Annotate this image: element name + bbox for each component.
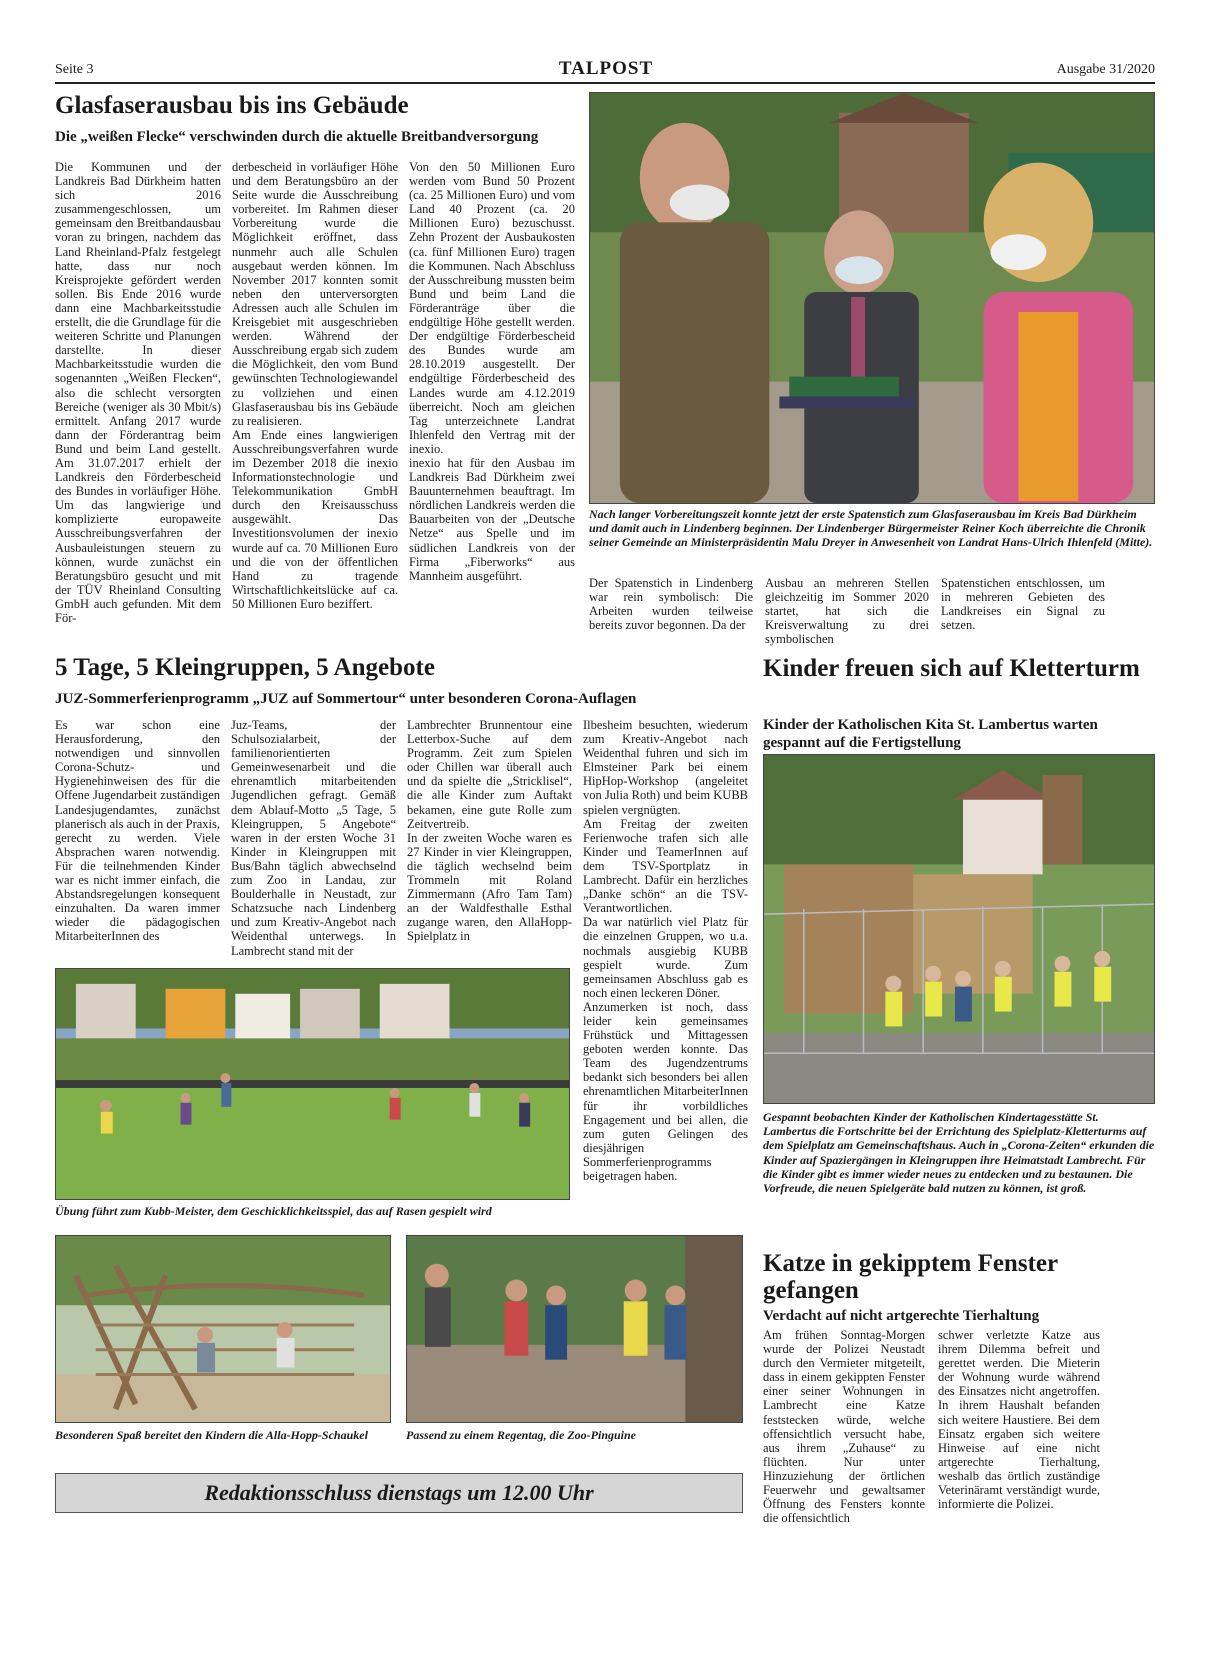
penguins-photo-caption: Passend zu einem Regentag, die Zoo-Pinguine bbox=[406, 1428, 637, 1442]
article3-title: Kinder freuen sich auf Kletterturm bbox=[763, 655, 1140, 682]
kita-climbing-tower-photo bbox=[763, 754, 1155, 1104]
article1-title: Glasfaserausbau bis ins Gebäude bbox=[55, 92, 409, 119]
header-rule bbox=[55, 82, 1155, 84]
ceremony-photo bbox=[589, 92, 1155, 504]
article1-subtitle: Die „weißen Flecke“ verschwinden durch die aktuelle Breitbandversorgung bbox=[55, 129, 539, 145]
article4-column-1: Am frühen Sonntag-Morgen wurde der Polizei Neustadt durch den Vermieter mitgeteilt, dass in einem gekippten Fenster einer seiner Wohnungen in Lambrecht eine Katze feststecken würde, welche offensichtlich versucht habe, aus ihrem „Zuhause“ zu flüchten. Nur unter Hinzuziehung der örtlichen Feuerwehr und gewaltsamer Öffnung des Fensters konnte die offensichtlich bbox=[763, 1328, 925, 1526]
article1-column-1: Die Kommunen und der Landkreis Bad Dürkheim hatten sich 2016 zusammengeschlossen, um gemeinsam den Breitbandausbau voran zu bringen, nachdem das Land Rheinland-Pfalz festgelegt hatte, dass nur noch Kreisprojekte gefördert werden sollen. Bis Ende 2016 wurde dann eine Machbarkeitsstudie erstellt, die die Grundlage für die weiteren Schritte und Planungen darstellte. In dieser Machbarkeitsstudie wurden die sogenannten „Weißen Flecken“, also die schlecht versorgten Bereiche (weniger als 30 Mbit/s) ermittelt. Anfang 2017 wurde dann der Förderantrag beim Bund und beim Land gestellt. Am 31.07.2017 erhielt der Landkreis den Förderbescheid des Bundes in vorläufiger Höhe. Um das langwierige und komplizierte europaweite Ausschreibungsverfahren der Ausbauleistungen steuern zu können, wurde zunächst ein Beratungsbüro gesucht und mit der TÜV Rheinland Consulting GmbH auch gefunden. Mit dem För- bbox=[55, 160, 221, 625]
article1-column-2: derbescheid in vorläufiger Höhe und dem Beratungsbüro an der Seite wurde die Ausschreibung vorbereitet. Im Rahmen dieser Vorbereitung wurde die Möglichkeit eröffnet, dass nunmehr auch alle Schulen ausgebaut werden können. Im November 2017 konnten somit neben den unterversorgten Adressen auch alle Schulen im Kreisgebiet mit ausgeschrieben werden. Während der Ausschreibung ergab sich zudem die Möglichkeit, den vom Bund gewünschten Technologiewandel zu vollziehen und einen Glasfaserausbau bis ins Gebäude zu realisieren. Am Ende eines langwierigen Ausschreibungsverfahren wurde im Dezember 2018 die inexio Informationstechnologie und Telekommunikation GmbH durch den Kreisausschuss ausgewählt. Das Investitionsvolumen der inexio wurde auf ca. 70 Millionen Euro und die von der öffentlichen Hand zu tragende Wirtschaftlichkeitslücke auf ca. 50 Millionen Euro beziffert. bbox=[232, 160, 398, 611]
article3-subtitle: Kinder der Katholischen Kita St. Lambertus warten gespannt auf die Fertigstellung bbox=[763, 717, 1098, 751]
article2-subtitle: JUZ-Sommerferienprogramm „JUZ auf Sommertour“ unter besonderen Corona-Auflagen bbox=[55, 691, 637, 707]
newspaper-title: TALPOST bbox=[558, 58, 654, 79]
article4-column-2: schwer verletzte Katze aus ihrem Dilemma befreit und gerettet werden. Die Mieterin der Wohnung wurde während des Einsatzes nicht angetroffen. In ihrem Haushalt befanden sich weitere Haustiere. Bei dem Einsatz ergaben sich weitere Hinweise auf eine nicht artgerechte Tierhaltung, weshalb das örtlich zuständige Veterinäramt verständigt wurde, informierte die Polizei. bbox=[938, 1328, 1100, 1512]
swing-photo-caption: Besonderen Spaß bereitet den Kindern die Alla-Hopp-Schaukel bbox=[55, 1428, 368, 1442]
article4-subtitle: Verdacht auf nicht artgerechte Tierhaltung bbox=[763, 1308, 1040, 1324]
article2-column-2: Juz-Teams, der Schulsozialarbeit, der familienorientierten Gemeinwesenarbeit und die ehrenamtlich mitarbeitenden Jugendlichen gefragt. Gemäß dem Ablauf-Motto „5 Tage, 5 Kleingruppen, 5 Angebote“ waren in der ersten Woche 31 Kinder in Kleingruppen mit Bus/Bahn täglich abwechselnd zum Zoo in Landau, zur Boulderhalle in Neustadt, zur Schatzsuche nach Lindenberg und zum Kreativ-Angebot nach Weidenthal unterwegs. In Lambrecht stand mit der bbox=[231, 718, 396, 958]
article2-column-3: Lambrechter Brunnentour eine Letterbox-Suche auf dem Programm. Zeit zum Spielen oder Chillen war überall auch und da spielte die „Stricklisel“, die alle Kinder zum Auftakt bekamen, eine gute Rolle zum Zeitvertreib. In der zweiten Woche waren es 27 Kinder in vier Kleingruppen, die täglich wechselnd beim Trommeln mit Roland Zimmermann (Afro Tam Tam) an der Waldfesthalle Esthal zugange waren, den AllaHopp-Spielplatz in bbox=[407, 718, 572, 944]
article2-column-4: Ilbesheim besuchten, wiederum zum Kreativ-Angebot nach Weidenthal fuhren und sich im Elmsteiner Park bei einem HipHop-Workshop (angeleitet von Julia Roth) und beim KUBB spielen vergnügten. Am Freitag der zweiten Ferienwoche trafen sich alle Kinder und TeamerInnen auf dem TSV-Sportplatz in Lambrecht. Dafür ein herzliches „Danke schön“ an die TSV-Verantwortlichen. Da war natürlich viel Platz für die einzelnen Gruppen, wo u.a. nochmals ausgiebig KUBB gespielt wurde. Zum gemeinsamen Abschluss gab es noch einen leckeren Döner. Anzumerken ist noch, dass leider kein gemeinsames Frühstück und Mittagessen geboten werden konnte. Das Team des Jugendzentrums bedankt sich besonders bei allen ehrenamtlichen MitarbeiterInnen für ihr vorbildliches Engagement und bei allen, die zum guten Gelingen des diesjährigen Sommerferienprogramms beigetragen haben. bbox=[583, 718, 748, 1183]
article2-title: 5 Tage, 5 Kleingruppen, 5 Angebote bbox=[55, 654, 435, 681]
article1-photo-caption: Nach langer Vorbereitungszeit konnte jetzt der erste Spatenstich zum Glasfaserausbau im Kreis Bad Dürkheim und damit auch in Lindenberg beginnen. Der Lindenberger Bürgermeister Reiner Koch überreichte die Chronik seiner Gemeinde an Ministerpräsidentin Malu Dreyer in Anwesenheit von Landrat Hans-Ulrich Ihlenfeld (Mitte). bbox=[589, 507, 1153, 550]
page-number: Seite 3 bbox=[55, 62, 94, 77]
kubb-photo-caption: Übung führt zum Kubb-Meister, dem Geschicklichkeitsspiel, das auf Rasen gespielt wird bbox=[55, 1204, 492, 1218]
issue-number: Ausgabe 31/2020 bbox=[1056, 62, 1155, 77]
article1-column-5: Ausbau an mehreren Stellen gleichzeitig im Sommer 2020 startet, hat sich die Kreisverwaltung zu drei symbolischen bbox=[765, 576, 929, 647]
article1-column-6: Spatenstichen entschlossen, um in mehreren Gebieten des Landkreises ein Signal zu setzen. bbox=[941, 576, 1105, 633]
article3-photo-caption: Gespannt beobachten Kinder der Katholischen Kindertagesstätte St. Lambertus die Fortschritte bei der Errichtung des Spielplatz-Kletterturms auf dem Spielplatz am Gemeinschaftshaus. Auch in „Corona-Zeiten“ erkunden die Kinder auf Spaziergängen in Kleingruppen ihre Heimatstadt Lambrecht. Für die Kinder gibt es immer wieder neues zu entdecken und zu bestaunen. Die Vorfreude, die neuen Spielgeräte bald nutzen zu können, ist groß. bbox=[763, 1110, 1155, 1196]
article2-column-1: Es war schon eine Herausforderung, den notwendigen und sinnvollen Corona-Schutz- und Hygienehinweisen des für die Offene Jugendarbeit zuständigen Landesjugendamtes, zunächst planerisch als auch in der Praxis, gerecht zu werden. Viele Absprachen waren notwendig. Für die teilnehmenden Kinder war es nicht immer einfach, die Abstandsregelungen konsequent einzuhalten. Da waren immer wieder die pädagogischen MitarbeiterInnen des bbox=[55, 718, 220, 944]
article1-column-4: Der Spatenstich in Lindenberg war rein symbolisch: Die Arbeiten wurden teilweise bereits zuvor begonnen. Da der bbox=[589, 576, 753, 633]
kubb-game-photo bbox=[55, 968, 570, 1200]
deadline-box: Redaktionsschluss dienstags um 12.00 Uhr bbox=[55, 1473, 743, 1513]
alla-hopp-swing-photo bbox=[55, 1235, 391, 1423]
zoo-penguins-photo bbox=[406, 1235, 743, 1423]
article1-column-3: Von den 50 Millionen Euro werden vom Bund 50 Prozent (ca. 25 Millionen Euro) und vom Land 40 Prozent (ca. 20 Millionen Euro) bezuschusst. Zehn Prozent der Ausbaukosten (ca. fünf Millionen Euro) tragen die Kommunen. Nach Abschluss der Ausschreibung mussten beim Bund und beim Land die Förderanträge über die endgültige Höhe gestellt werden. Der endgültige Förderbescheid des Bundes wurde am 28.10.2019 ausgestellt. Der endgültige Förderbescheid des Landes wurde am 4.12.2019 überreicht. Noch am gleichen Tag unterzeichnete Landrat Ihlenfeld den Vertrag mit der inexio. inexio hat für den Ausbau im Landkreis Bad Dürkheim zwei Bauunternehmen beauftragt. Im nördlichen Landkreis werden die Bauarbeiten von der „Deutsche Netze“ aus Spelle und im südlichen Landkreis von der Firma „Fiberworks“ aus Mannheim ausgeführt. bbox=[409, 160, 575, 583]
article4-title: Katze in gekipptem Fenster gefangen bbox=[763, 1250, 1058, 1304]
